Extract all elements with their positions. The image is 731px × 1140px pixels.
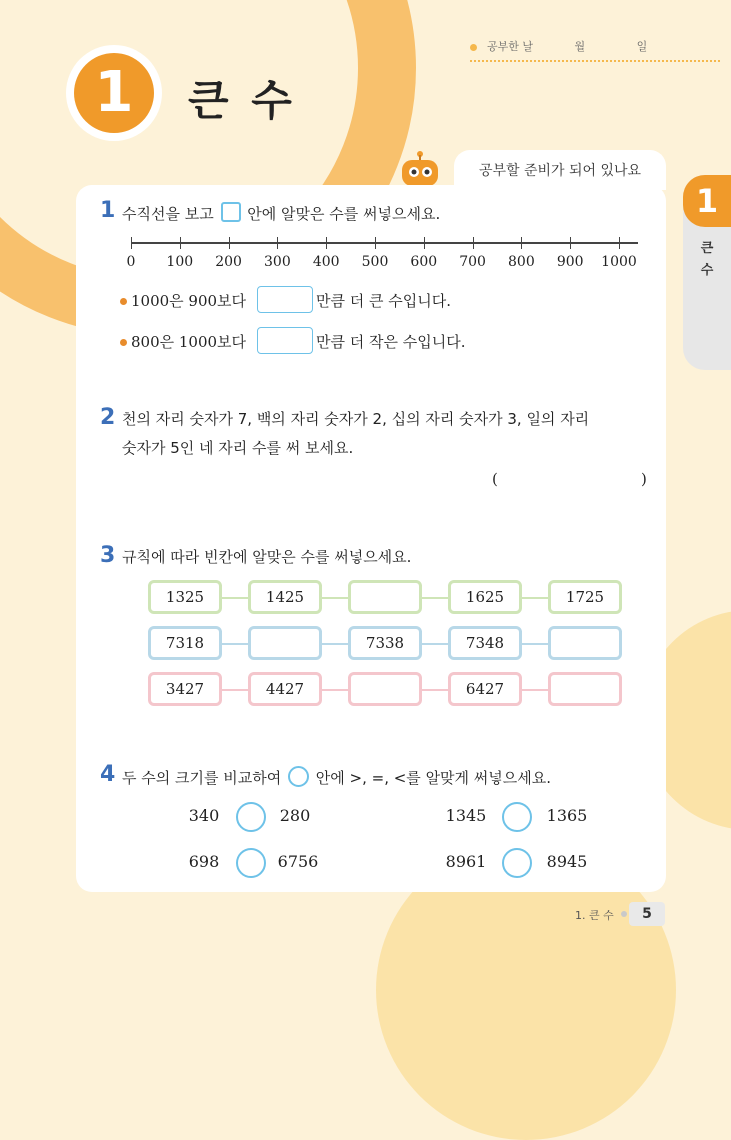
pattern-blank-box[interactable]	[548, 626, 622, 660]
footer-chapter-label: 1. 큰 수	[575, 909, 614, 922]
date-dot-icon	[470, 44, 477, 51]
side-tab-label	[683, 238, 731, 282]
q1-text	[122, 202, 440, 224]
study-date-label: 공부한 날	[487, 40, 534, 53]
side-tab-number: 1	[683, 175, 731, 227]
tick-label: 200	[215, 254, 242, 270]
compare-circle-icon	[288, 766, 309, 787]
q1-bullet-2	[120, 331, 246, 352]
q4-text-before: 두 수의 크기를 비교하여	[122, 769, 282, 787]
answer-box-icon	[221, 202, 241, 222]
q1-bullet-1	[120, 290, 246, 311]
compare-left-number: 698	[188, 852, 220, 871]
pattern-connector	[322, 643, 348, 645]
tick-mark	[473, 237, 474, 249]
q1-bullet-2-before: 800은 1000보다	[131, 333, 247, 351]
pattern-blank-box[interactable]	[548, 672, 622, 706]
pattern-blank-box[interactable]	[348, 580, 422, 614]
pattern-connector	[222, 689, 248, 691]
tick-label: 300	[264, 254, 291, 270]
pattern-number-box: 3427	[148, 672, 222, 706]
q1-text-before: 수직선을 보고	[122, 205, 214, 223]
pattern-number-box: 7318	[148, 626, 222, 660]
study-date	[470, 38, 720, 62]
tick-label: 600	[410, 254, 438, 270]
tick-mark	[131, 237, 132, 249]
q1-number: 1	[100, 198, 116, 223]
pattern-blank-box[interactable]	[248, 626, 322, 660]
compare-answer-circle[interactable]	[502, 848, 532, 878]
page-number: 5	[629, 902, 665, 926]
pattern-number-box: 6427	[448, 672, 522, 706]
compare-right-number: 280	[279, 806, 311, 825]
pattern-number-box: 1725	[548, 580, 622, 614]
q1-bullet-1-before: 1000은 900보다	[131, 292, 247, 310]
bullet-dot-icon	[120, 298, 127, 305]
page-title: 큰 수	[188, 76, 296, 125]
q4-number: 4	[100, 762, 116, 787]
tick-mark	[229, 237, 230, 249]
q1-answer-box-1[interactable]	[257, 286, 313, 313]
q2-paren-open: (	[492, 470, 498, 488]
compare-left-number: 1345	[445, 806, 487, 825]
compare-left-number: 340	[188, 806, 220, 825]
pattern-connector	[322, 597, 348, 599]
q2-paren-close: )	[641, 470, 647, 488]
q2-answer-field[interactable]	[505, 465, 637, 492]
pattern-connector	[322, 689, 348, 691]
pattern-number-box: 7348	[448, 626, 522, 660]
study-day: 일	[636, 40, 648, 53]
pattern-connector	[222, 597, 248, 599]
bullet-dot-icon	[120, 339, 127, 346]
pattern-number-box: 1425	[248, 580, 322, 614]
chapter-badge	[66, 45, 162, 141]
q3-number: 3	[100, 543, 116, 568]
compare-right-number: 8945	[546, 852, 588, 871]
pattern-number-box: 1625	[448, 580, 522, 614]
q4-text-after: 안에 >, =, <를 알맞게 써넣으세요.	[315, 769, 552, 787]
compare-answer-circle[interactable]	[236, 848, 266, 878]
pattern-connector	[422, 689, 448, 691]
tick-mark	[521, 237, 522, 249]
study-month: 월	[574, 40, 586, 53]
footer-dot-icon	[621, 911, 627, 917]
pattern-blank-box[interactable]	[348, 672, 422, 706]
pattern-number-box: 7338	[348, 626, 422, 660]
chapter-number: 1	[74, 53, 154, 133]
side-tab-label-2: 수	[700, 263, 714, 278]
pattern-connector	[222, 643, 248, 645]
compare-answer-circle[interactable]	[502, 802, 532, 832]
side-tab-label-1: 큰	[700, 241, 714, 256]
robot-mascot-icon	[396, 150, 444, 188]
tick-label: 800	[508, 254, 535, 270]
q2-line-1: 천의 자리 숫자가 7, 백의 자리 숫자가 2, 십의 자리 숫자가 3, 일의 자리	[122, 410, 590, 428]
tick-label: 1000	[601, 254, 637, 270]
pattern-connector	[422, 597, 448, 599]
tick-label: 0	[126, 254, 136, 270]
tick-label: 400	[312, 254, 340, 270]
pattern-connector	[422, 643, 448, 645]
q2-line-2: 숫자가 5인 네 자리 수를 써 보세요.	[122, 439, 354, 457]
compare-right-number: 1365	[546, 806, 588, 825]
q4-text	[122, 766, 551, 788]
ready-tab: 공부할 준비가 되어 있나요	[454, 150, 666, 190]
tick-mark	[424, 237, 425, 249]
pattern-connector	[522, 689, 548, 691]
tick-label: 900	[556, 254, 584, 270]
tick-label: 500	[361, 254, 389, 270]
tick-mark	[326, 237, 327, 249]
tick-mark	[570, 237, 571, 249]
tick-mark	[619, 237, 620, 249]
q3-text: 규칙에 따라 빈칸에 알맞은 수를 써넣으세요.	[122, 548, 412, 566]
pattern-connector	[522, 597, 548, 599]
tick-mark	[277, 237, 278, 249]
q1-answer-box-2[interactable]	[257, 327, 313, 354]
compare-left-number: 8961	[445, 852, 487, 871]
tick-mark	[375, 237, 376, 249]
number-line	[131, 242, 638, 244]
pattern-connector	[522, 643, 548, 645]
compare-answer-circle[interactable]	[236, 802, 266, 832]
tick-mark	[180, 237, 181, 249]
tick-label: 100	[166, 254, 194, 270]
tick-label: 700	[459, 254, 486, 270]
compare-right-number: 6756	[277, 852, 319, 871]
q1-bullet-1-after: 만큼 더 큰 수입니다.	[316, 292, 451, 310]
q2-number: 2	[100, 405, 116, 430]
q1-text-after: 안에 알맞은 수를 써넣으세요.	[247, 205, 441, 223]
q1-bullet-2-after: 만큼 더 작은 수입니다.	[316, 333, 466, 351]
pattern-number-box: 4427	[248, 672, 322, 706]
pattern-number-box: 1325	[148, 580, 222, 614]
